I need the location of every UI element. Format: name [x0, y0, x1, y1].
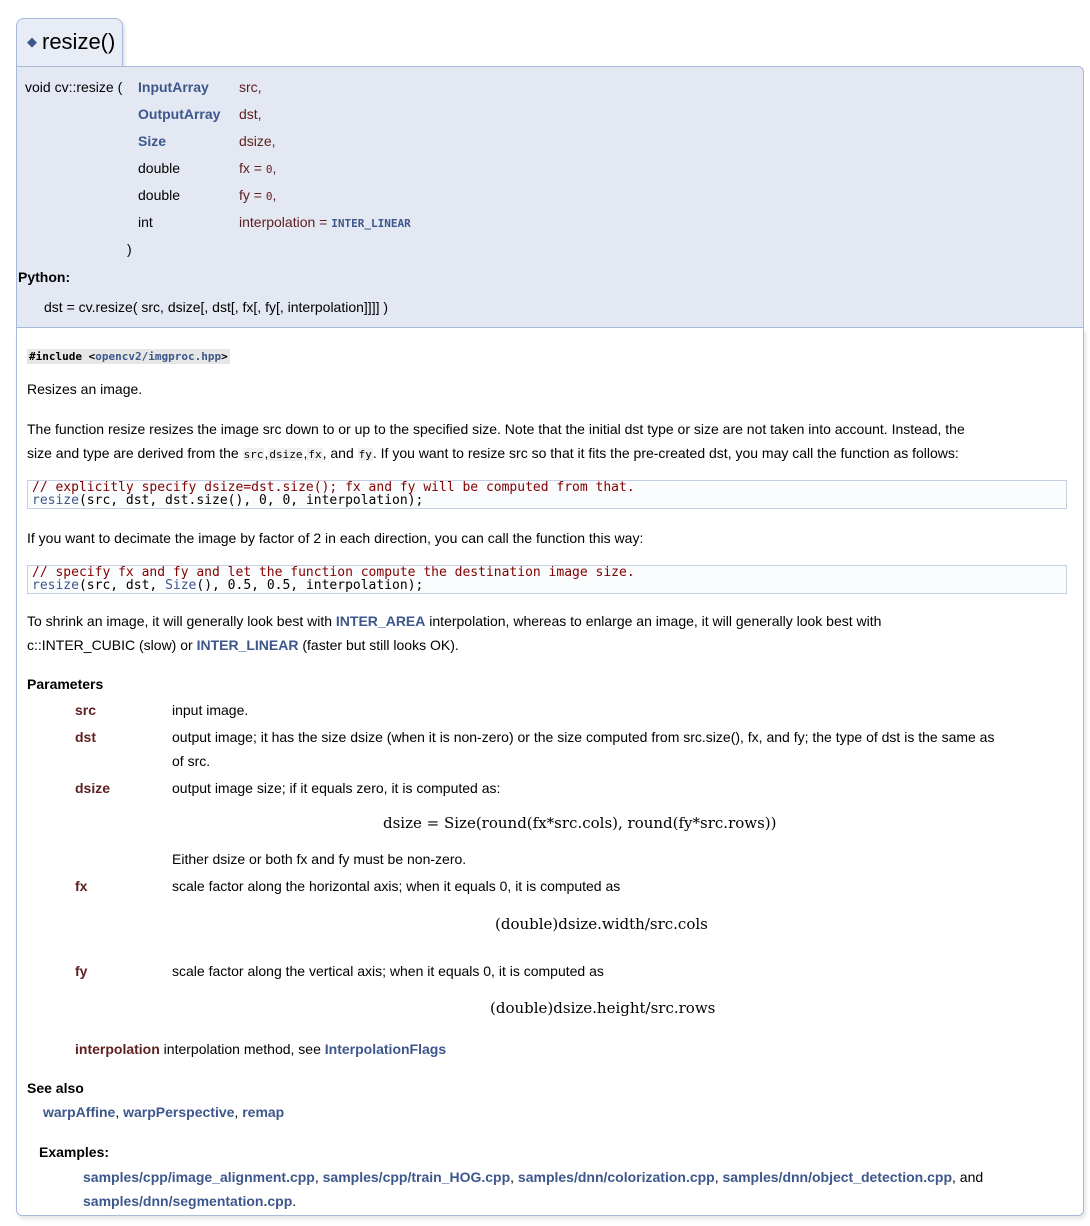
param-dsize-name: dsize: [75, 780, 111, 796]
param-type-fx: double: [138, 160, 181, 176]
shrink-text-line-1: To shrink an image, it will generally look best with INTER_AREA interpolation, whereas to enlarge an image, it will generally look best with: [27, 613, 882, 629]
code-src: src: [243, 448, 264, 461]
size-link[interactable]: Size: [165, 578, 197, 593]
inter-linear-link-2[interactable]: INTER_LINEAR: [196, 637, 299, 653]
interpolation-flags-link[interactable]: InterpolationFlags: [324, 1041, 447, 1057]
fx-formula: (double)dsize.width/src.cols: [495, 915, 708, 933]
fy-formula: (double)dsize.height/src.rows: [490, 999, 716, 1017]
code-block-2: // specify fx and fy and let the function compute the destination image size. resize(src, dst, Size(), 0.5, 0.5, interpolation);: [27, 565, 1067, 594]
param-type-src[interactable]: InputArray: [138, 79, 209, 95]
function-title-tab: [16, 18, 123, 68]
param-type-fy: double: [138, 187, 181, 203]
param-type-dst[interactable]: OutputArray: [138, 106, 221, 122]
resize-link-2[interactable]: resize: [32, 578, 79, 593]
code1-comment: // explicitly specify dsize=dst.size(); fx and fy will be computed from that.: [32, 480, 635, 495]
function-name: resize(): [42, 29, 116, 54]
param-name-src: src,: [239, 79, 262, 95]
brief-description: Resizes an image.: [27, 381, 143, 397]
description-line-1: The function resize resizes the image src down to or up to the specified size. Note that the initial dst type or size are not taken into account. Instead, the: [27, 421, 965, 437]
example-image-alignment-link[interactable]: samples/cpp/image_alignment.cpp: [83, 1169, 315, 1185]
include-directive: #include <opencv2/imgproc.hpp>: [29, 350, 228, 363]
code-dsize: dsize: [269, 448, 303, 461]
code-fx: fx: [308, 448, 322, 461]
function-prototype: [16, 66, 1084, 328]
examples-title: Examples:: [39, 1144, 110, 1160]
example-train-hog-link[interactable]: samples/cpp/train_HOG.cpp: [322, 1169, 511, 1185]
code2-comment: // specify fx and fy and let the function compute the destination image size.: [32, 565, 635, 580]
include-file-link[interactable]: opencv2/imgproc.hpp: [95, 350, 222, 363]
description-line-2: size and type are derived from the src,dsize,fx, and fy. If you want to resize src so that it fits the pre-created dst, you may call the function as follows:: [27, 445, 959, 461]
param-fx-name: fx: [75, 878, 88, 894]
param-fy-name: fy: [75, 963, 88, 979]
param-name-interpolation: interpolation = INTER_LINEAR: [239, 214, 411, 230]
proto-close-paren: ): [127, 241, 132, 257]
examples-line-1: samples/cpp/image_alignment.cpp, samples/cpp/train_HOG.cpp, samples/dnn/colorization.cpp, samples/dnn/object_detection.cpp, and: [83, 1169, 984, 1185]
param-interpolation-name: interpolation: [75, 1041, 160, 1057]
param-name-dsize: dsize,: [239, 133, 276, 149]
param-interpolation-row: interpolation interpolation method, see InterpolationFlags: [75, 1041, 447, 1057]
param-dsize-note: Either dsize or both fx and fy must be non-zero.: [172, 851, 467, 867]
remap-link[interactable]: remap: [242, 1104, 285, 1120]
python-label: Python:: [18, 269, 71, 285]
param-type-interpolation: int: [138, 214, 153, 230]
resize-link-1[interactable]: resize: [32, 493, 79, 508]
param-name-fy: fy = 0,: [239, 187, 277, 203]
param-dst-desc-1: output image; it has the size dsize (when it is non-zero) or the size computed from src.size(), fx, and fy; the type of dst is the same as: [172, 729, 995, 745]
param-dst-name: dst: [75, 729, 96, 745]
param-dst-desc-2: of src.: [172, 753, 211, 769]
param-name-fx: fx = 0,: [239, 160, 277, 176]
examples-line-2: samples/dnn/segmentation.cpp.: [83, 1193, 297, 1209]
proto-prefix: void cv::resize (: [25, 79, 123, 95]
param-dsize-desc: output image size; if it equals zero, it is computed as:: [172, 780, 501, 796]
inter-linear-link[interactable]: INTER_LINEAR: [331, 217, 411, 230]
see-also-list: warpAffine, warpPerspective, remap: [43, 1104, 285, 1120]
function-documentation: [16, 328, 1084, 1216]
inter-area-link[interactable]: INTER_AREA: [335, 613, 426, 629]
example-object-detection-link[interactable]: samples/dnn/object_detection.cpp: [722, 1169, 953, 1185]
example-colorization-link[interactable]: samples/dnn/colorization.cpp: [517, 1169, 715, 1185]
param-src-name: src: [75, 702, 97, 718]
decimate-text: If you want to decimate the image by factor of 2 in each direction, you can call the function this way:: [27, 530, 644, 546]
dsize-formula: dsize = Size(round(fx*src.cols), round(fy*src.rows)): [383, 814, 777, 832]
parameters-title: Parameters: [27, 676, 104, 692]
param-default-fy: 0: [265, 190, 273, 203]
example-segmentation-link[interactable]: samples/dnn/segmentation.cpp: [83, 1193, 293, 1209]
warp-perspective-link[interactable]: warpPerspective: [123, 1104, 235, 1120]
diamond-icon: ◆: [27, 34, 37, 49]
shrink-text-line-2: c::INTER_CUBIC (slow) or INTER_LINEAR (faster but still looks OK).: [27, 637, 459, 653]
param-default-fx: 0: [265, 163, 273, 176]
code-block-1: // explicitly specify dsize=dst.size(); fx and fy will be computed from that. resize(src, dst, dst.size(), 0, 0, interpolation);: [27, 480, 1067, 509]
param-fy-desc: scale factor along the vertical axis; when it equals 0, it is computed as: [172, 963, 604, 979]
param-src-desc: input image.: [172, 702, 249, 718]
warp-affine-link[interactable]: warpAffine: [43, 1104, 116, 1120]
python-signature: dst = cv.resize( src, dsize[, dst[, fx[, fy[, interpolation]]]] ): [44, 299, 389, 315]
code-fy: fy: [358, 448, 372, 461]
param-name-dst: dst,: [239, 106, 262, 122]
param-type-dsize[interactable]: Size: [138, 133, 167, 149]
see-also-title: See also: [27, 1080, 84, 1096]
param-fx-desc: scale factor along the horizontal axis; when it equals 0, it is computed as: [172, 878, 621, 894]
